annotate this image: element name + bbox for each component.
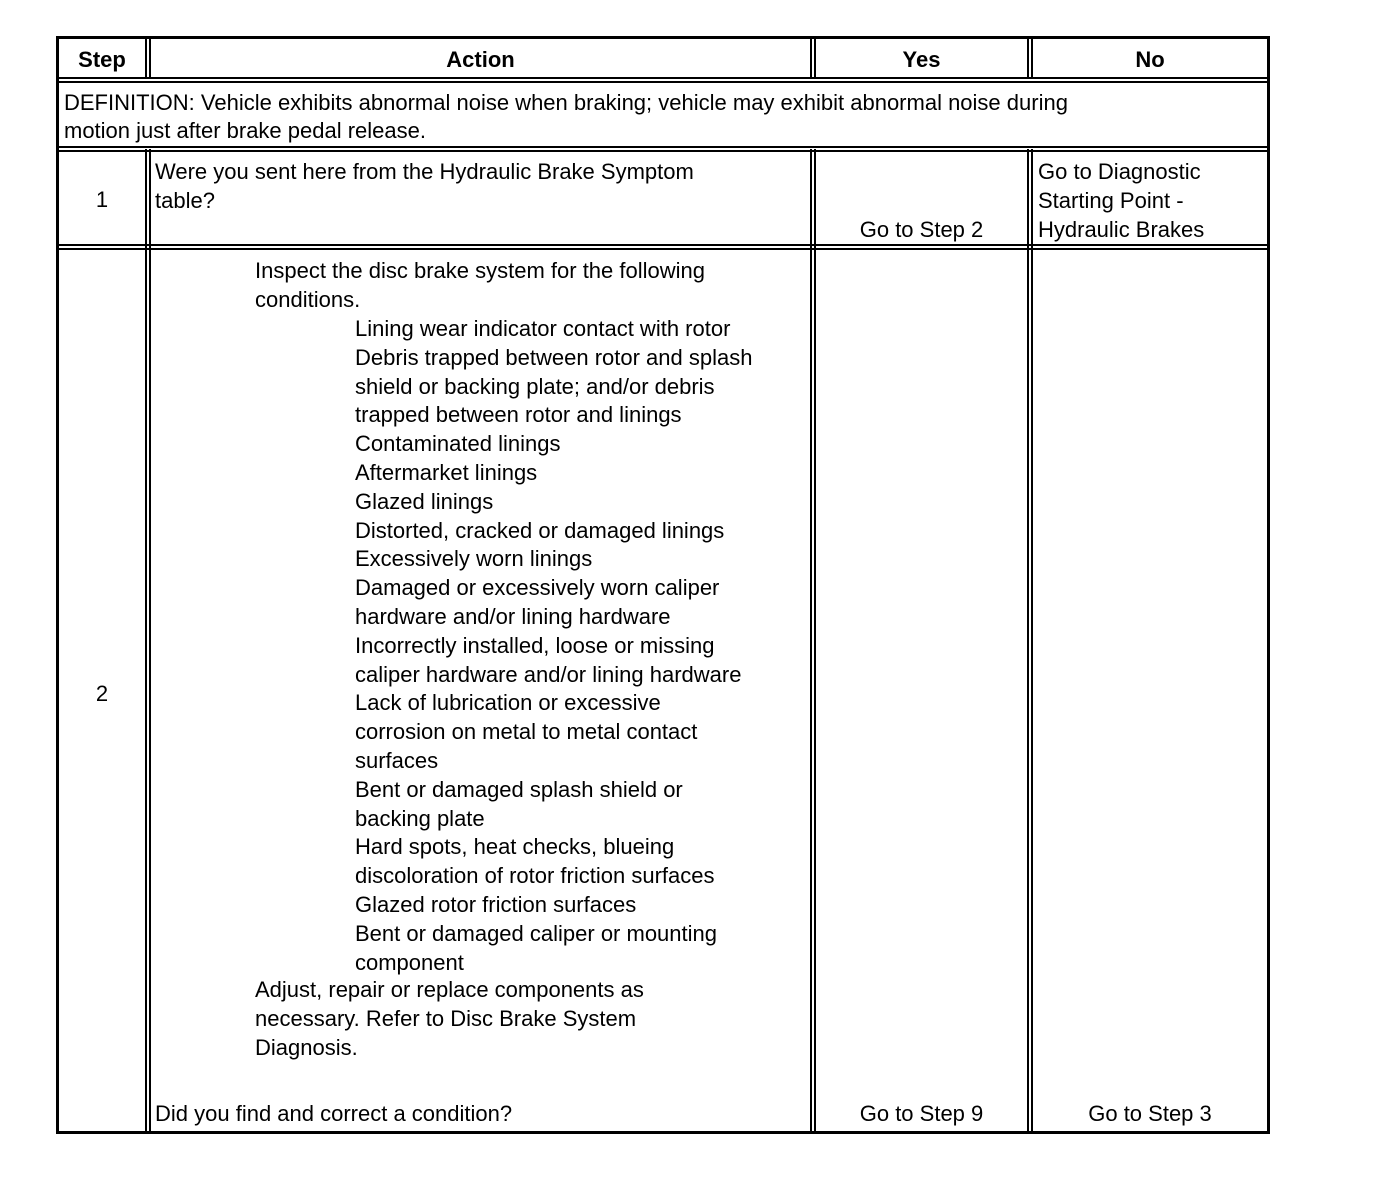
- row2-question: Did you find and correct a condition?: [155, 1101, 513, 1126]
- header-no: No: [1135, 47, 1165, 72]
- condition-line: Lining wear indicator contact with rotor: [355, 316, 731, 341]
- row2-adjust-line-2: necessary. Refer to Disc Brake System: [255, 1006, 637, 1031]
- row1-no-line-2: Starting Point -: [1038, 188, 1184, 213]
- row1-step: 1: [95, 187, 109, 212]
- condition-line: Excessively worn linings: [355, 546, 593, 572]
- condition-line: Incorrectly installed, loose or missing: [355, 632, 715, 658]
- condition-line: Bent or damaged splash shield or: [355, 776, 683, 802]
- condition-line: component: [355, 949, 464, 975]
- row2-adjust-line-1: Adjust, repair or replace components as: [255, 977, 644, 1002]
- condition-line: Contaminated linings: [355, 431, 561, 457]
- condition-line: shield or backing plate; and/or debris: [355, 373, 715, 399]
- definition-divider: [59, 146, 1267, 152]
- row1-no-line-1: Go to Diagnostic: [1038, 159, 1201, 184]
- header-step: Step: [78, 47, 126, 72]
- condition-line: corrosion on metal to metal contact: [355, 719, 698, 745]
- condition-line: discoloration of rotor friction surfaces: [355, 863, 715, 889]
- condition-line: caliper hardware and/or lining hardware: [355, 661, 742, 687]
- row2-intro-line-1: Inspect the disc brake system for the following: [255, 258, 705, 283]
- row1-yes: Go to Step 2: [859, 217, 984, 242]
- row1-action-line-1: Were you sent here from the Hydraulic Brake Symptom: [155, 159, 694, 184]
- condition-line: trapped between rotor and linings: [355, 402, 682, 428]
- condition-line: Hard spots, heat checks, blueing: [355, 834, 675, 860]
- row2-adjust-line-3: Diagnosis.: [255, 1035, 358, 1060]
- condition-line: Bent or damaged caliper or mounting: [355, 920, 717, 946]
- row2-step: 2: [95, 681, 109, 706]
- header-divider: [59, 77, 1267, 83]
- col-divider-step: [145, 149, 151, 1131]
- condition-line: Distorted, cracked or damaged linings: [355, 517, 725, 543]
- row2-no: Go to Step 3: [1088, 1101, 1212, 1126]
- condition-line: Debris trapped between rotor and splash: [355, 344, 753, 370]
- condition-line: Lack of lubrication or excessive: [355, 690, 661, 716]
- row2-intro-line-2: conditions.: [255, 287, 361, 312]
- row2-yes: Go to Step 9: [859, 1101, 984, 1126]
- definition-line-1: DEFINITION: Vehicle exhibits abnormal noise when braking; vehicle may exhibit abnormal noise during: [64, 90, 1068, 115]
- condition-line: backing plate: [355, 805, 485, 831]
- header-action: Action: [446, 47, 515, 72]
- condition-line: Aftermarket linings: [355, 460, 538, 485]
- definition-line-2: motion just after brake pedal release.: [64, 118, 426, 143]
- condition-line: Glazed rotor friction surfaces: [355, 892, 637, 917]
- row1-divider: [59, 244, 1267, 250]
- condition-line: hardware and/or lining hardware: [355, 604, 671, 629]
- condition-line: surfaces: [355, 748, 439, 773]
- diagnostic-table: [56, 36, 1270, 1134]
- condition-line: Damaged or excessively worn caliper: [355, 575, 720, 601]
- col-divider-yes: [1027, 149, 1033, 1131]
- header-yes: Yes: [902, 47, 941, 72]
- col-divider-action: [810, 149, 816, 1131]
- condition-line: Glazed linings: [355, 488, 494, 514]
- row1-action-line-2: table?: [155, 188, 215, 213]
- row1-no-line-3: Hydraulic Brakes: [1038, 217, 1205, 242]
